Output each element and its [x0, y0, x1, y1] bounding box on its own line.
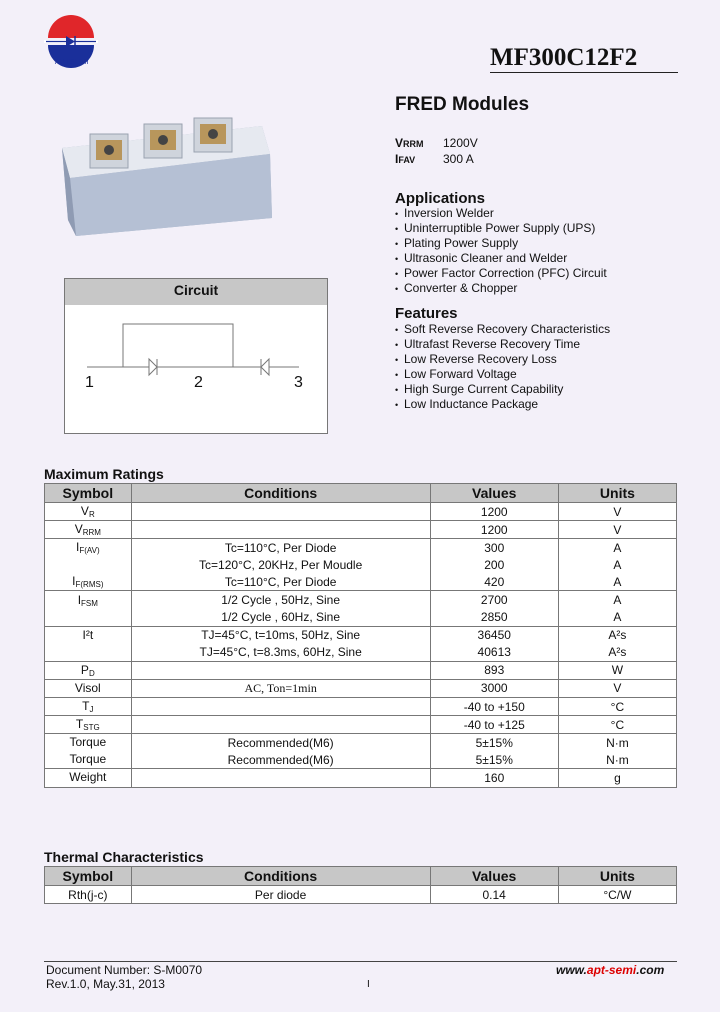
list-item: • Converter & Chopper	[395, 281, 607, 296]
unit-cell: V	[558, 679, 676, 697]
unit-cell: °C	[558, 698, 676, 716]
thermal-table	[44, 866, 677, 904]
col-header: Values	[430, 484, 558, 503]
symbol-cell: $T_J$	[45, 698, 132, 716]
symbol-cell: Weight	[45, 769, 132, 787]
pin-3-label: 3	[294, 374, 303, 391]
unit-cell: g	[558, 769, 676, 787]
value-cell: 3000	[430, 679, 558, 697]
value-cell: 5±15%	[430, 734, 558, 752]
spec-symbol-sub: RRM	[403, 139, 424, 149]
max-ratings-title: Maximum Ratings	[44, 466, 164, 482]
col-header: Conditions	[131, 484, 430, 503]
symbol-cell: Rth(j-c)	[45, 886, 132, 904]
symbol-cell: $I_{FSM}$	[45, 591, 132, 609]
symbol-cell: $I_{F(RMS)}$	[45, 573, 132, 591]
spec-symbol-main: I	[395, 152, 399, 166]
pin-2-label: 2	[194, 374, 203, 391]
value-cell: 36450	[430, 626, 558, 644]
list-item: • High Surge Current Capability	[395, 382, 610, 397]
symbol-cell	[45, 609, 132, 627]
product-title: FRED Modules	[395, 94, 530, 115]
table-header-row	[45, 867, 677, 886]
pin-1-label: 1	[85, 374, 94, 391]
list-item: • Low Forward Voltage	[395, 367, 610, 382]
condition-cell: Tc=110°C, Per Diode	[131, 573, 430, 591]
table-row	[45, 573, 677, 591]
condition-cell: Recommended(M6)	[131, 734, 430, 752]
unit-cell: °C	[558, 716, 676, 734]
table-row	[45, 591, 677, 609]
unit-cell: N·m	[558, 734, 676, 752]
thermal-title: Thermal Characteristics	[44, 849, 204, 865]
value-cell: -40 to +125	[430, 716, 558, 734]
table-row	[45, 503, 677, 521]
condition-cell: 1/2 Cycle , 50Hz, Sine	[131, 591, 430, 609]
value-cell: -40 to +150	[430, 698, 558, 716]
symbol-cell: $V_R$	[45, 503, 132, 521]
table-row	[45, 886, 677, 904]
list-item: • Uninterruptible Power Supply (UPS)	[395, 221, 607, 236]
unit-cell: A	[558, 591, 676, 609]
footer-divider	[44, 961, 677, 962]
symbol-cell: Torque	[45, 751, 132, 769]
list-item: • Low Reverse Recovery Loss	[395, 352, 610, 367]
part-number: MF300C12F2	[490, 44, 638, 71]
symbol-cell: $V_{RRM}$	[45, 521, 132, 539]
list-item: • Power Factor Correction (PFC) Circuit	[395, 266, 607, 281]
symbol-cell: Torque	[45, 734, 132, 752]
unit-cell: W	[558, 661, 676, 679]
value-cell: 40613	[430, 644, 558, 662]
revision: Rev.1.0, May.31, 2013	[46, 977, 165, 991]
spec-value: 300 A	[443, 152, 474, 166]
unit-cell: A	[558, 539, 676, 557]
condition-cell	[131, 503, 430, 521]
symbol-cell	[45, 556, 132, 573]
table-row	[45, 644, 677, 662]
list-item: • Ultrasonic Cleaner and Welder	[395, 251, 607, 266]
table-row	[45, 556, 677, 573]
symbol-cell: $P_D$	[45, 661, 132, 679]
value-cell: 2850	[430, 609, 558, 627]
condition-cell: AC, Ton=1min	[131, 679, 430, 697]
condition-cell: Recommended(M6)	[131, 751, 430, 769]
table-row	[45, 661, 677, 679]
condition-cell: TJ=45°C, t=8.3ms, 60Hz, Sine	[131, 644, 430, 662]
col-header: Units	[558, 484, 676, 503]
condition-cell	[131, 716, 430, 734]
symbol-cell: $T_{STG}$	[45, 716, 132, 734]
website-link[interactable]: www.apt-semi.com	[556, 963, 665, 977]
symbol-cell: $I_{F(AV)}$	[45, 539, 132, 557]
list-item: • Ultrafast Reverse Recovery Time	[395, 337, 610, 352]
unit-cell: °C/W	[558, 886, 676, 904]
page-number: I	[367, 979, 370, 990]
table-row	[45, 609, 677, 627]
table-header-row	[45, 484, 677, 503]
condition-cell: Per diode	[131, 886, 430, 904]
doc-number: Document Number: S-M0070	[46, 963, 203, 977]
value-cell: 200	[430, 556, 558, 573]
list-item: • Low Inductance Package	[395, 397, 610, 412]
value-cell: 160	[430, 769, 558, 787]
spec-value: 1200V	[443, 136, 478, 150]
col-header: Conditions	[131, 867, 430, 886]
applications-heading: Applications	[395, 190, 486, 207]
value-cell: 5±15%	[430, 751, 558, 769]
features-heading: Features	[395, 305, 458, 322]
table-row	[45, 698, 677, 716]
spec-symbol-sub: FAV	[398, 155, 416, 165]
applications-list	[395, 206, 607, 296]
spec-symbol-main: V	[395, 136, 404, 150]
unit-cell: A²s	[558, 644, 676, 662]
logo-text: APTSEMI	[54, 59, 90, 66]
table-row	[45, 716, 677, 734]
unit-cell: A	[558, 609, 676, 627]
table-row	[45, 539, 677, 557]
unit-cell: N·m	[558, 751, 676, 769]
list-item: • Plating Power Supply	[395, 236, 607, 251]
value-cell: 1200	[430, 503, 558, 521]
table-row	[45, 679, 677, 697]
condition-cell	[131, 661, 430, 679]
spec-vrrm	[395, 136, 478, 150]
value-cell: 2700	[430, 591, 558, 609]
table-row	[45, 751, 677, 769]
value-cell: 0.14	[430, 886, 558, 904]
table-row	[45, 626, 677, 644]
value-cell: 420	[430, 573, 558, 591]
module-photo	[56, 108, 276, 238]
condition-cell	[131, 521, 430, 539]
unit-cell: A	[558, 556, 676, 573]
table-row	[45, 769, 677, 787]
table-row	[45, 734, 677, 752]
circuit-diagram	[65, 305, 327, 433]
unit-cell: V	[558, 503, 676, 521]
condition-cell	[131, 769, 430, 787]
header-divider	[490, 72, 678, 73]
condition-cell: TJ=45°C, t=10ms, 50Hz, Sine	[131, 626, 430, 644]
unit-cell: A	[558, 573, 676, 591]
value-cell: 300	[430, 539, 558, 557]
condition-cell: Tc=110°C, Per Diode	[131, 539, 430, 557]
col-header: Values	[430, 867, 558, 886]
condition-cell	[131, 698, 430, 716]
list-item: • Soft Reverse Recovery Characteristics	[395, 322, 610, 337]
circuit-title: Circuit	[65, 279, 327, 305]
max-ratings-table	[44, 483, 677, 788]
symbol-cell	[45, 644, 132, 662]
list-item: • Inversion Welder	[395, 206, 607, 221]
col-header: Units	[558, 867, 676, 886]
symbol-cell: Visol	[45, 679, 132, 697]
features-list	[395, 322, 610, 412]
col-header: Symbol	[45, 867, 132, 886]
value-cell: 1200	[430, 521, 558, 539]
table-row	[45, 521, 677, 539]
circuit-box	[64, 278, 328, 434]
unit-cell: V	[558, 521, 676, 539]
condition-cell: 1/2 Cycle , 60Hz, Sine	[131, 609, 430, 627]
symbol-cell: I²t	[45, 626, 132, 644]
condition-cell: Tc=120°C, 20KHz, Per Moudle	[131, 556, 430, 573]
unit-cell: A²s	[558, 626, 676, 644]
value-cell: 893	[430, 661, 558, 679]
spec-ifav	[395, 152, 474, 166]
col-header: Symbol	[45, 484, 132, 503]
